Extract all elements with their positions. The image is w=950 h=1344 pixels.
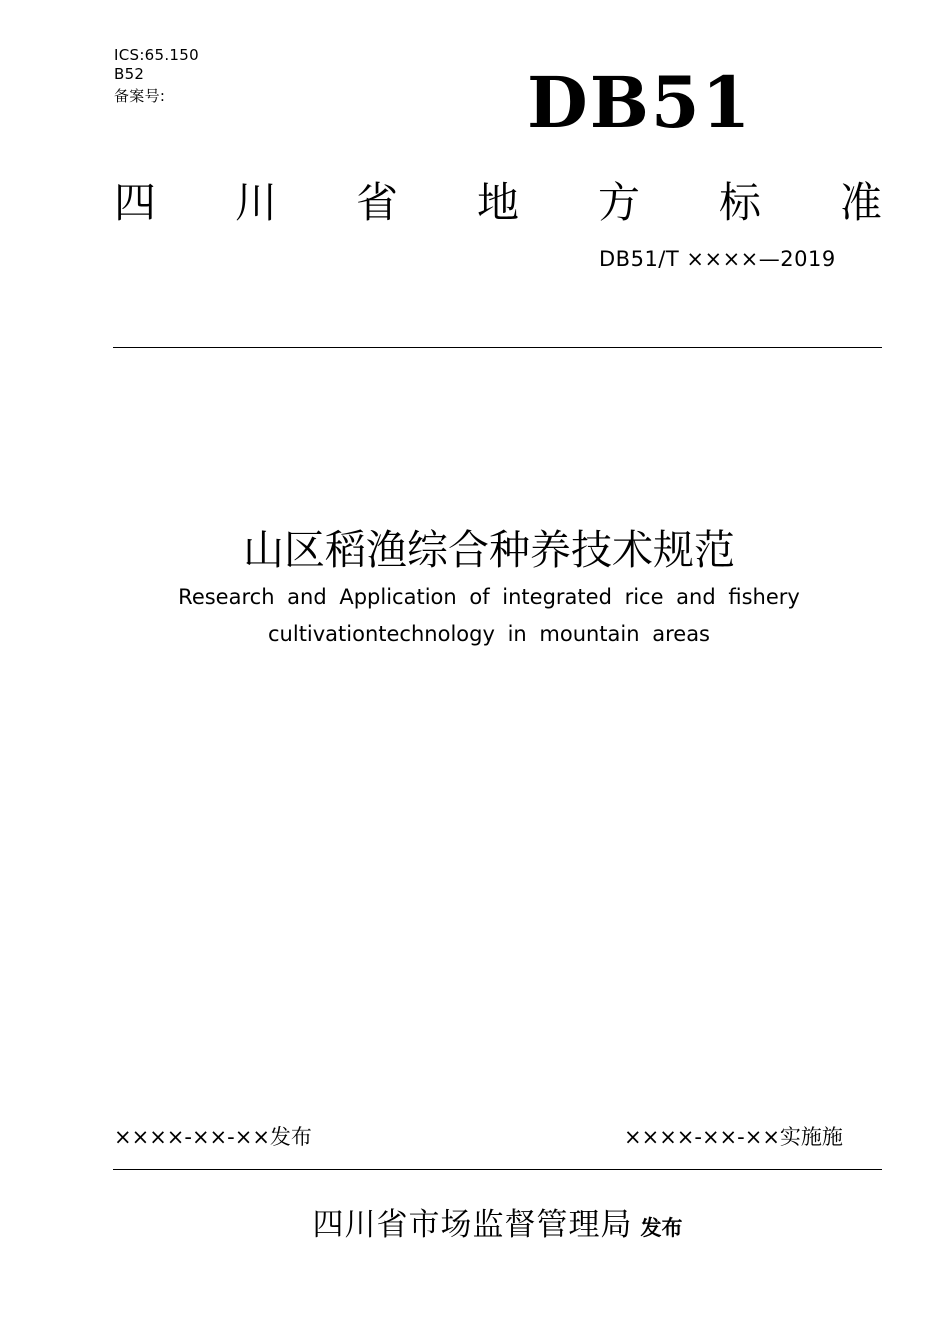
standard-type-char: 省 xyxy=(356,178,399,227)
issue-date: ××××-××-××发布 xyxy=(114,1125,312,1149)
standard-type-char: 四 xyxy=(114,178,157,227)
document-title-chinese: 山区稻渔综合种养技术规范 xyxy=(243,526,735,574)
standard-number: DB51/T ××××—2019 xyxy=(599,247,836,271)
ics-code: ICS:65.150 xyxy=(114,46,199,64)
standard-type-char: 地 xyxy=(477,178,520,227)
implementation-date: ××××-××-××实施施 xyxy=(624,1125,843,1149)
standard-type-char: 方 xyxy=(598,178,641,227)
issuer-suffix: 发布 xyxy=(640,1216,683,1240)
standard-code-logo: DB51 xyxy=(527,61,753,144)
standard-type-char: 准 xyxy=(840,178,883,227)
issuer-name: 四川省市场监督管理局 xyxy=(312,1207,633,1243)
bottom-divider xyxy=(113,1169,882,1170)
standard-type-char: 川 xyxy=(235,178,278,227)
standard-type-char: 标 xyxy=(719,178,762,227)
standard-type-heading xyxy=(114,173,882,233)
document-title-english-line2: cultivationtechnology in mountain areas xyxy=(268,622,710,646)
filing-number-label: 备案号: xyxy=(114,87,166,105)
issuing-authority xyxy=(0,1203,950,1250)
document-title-english-line1: Research and Application of integrated rice and fishery xyxy=(178,585,800,609)
ccs-code: B52 xyxy=(114,65,145,83)
top-divider xyxy=(113,347,882,348)
